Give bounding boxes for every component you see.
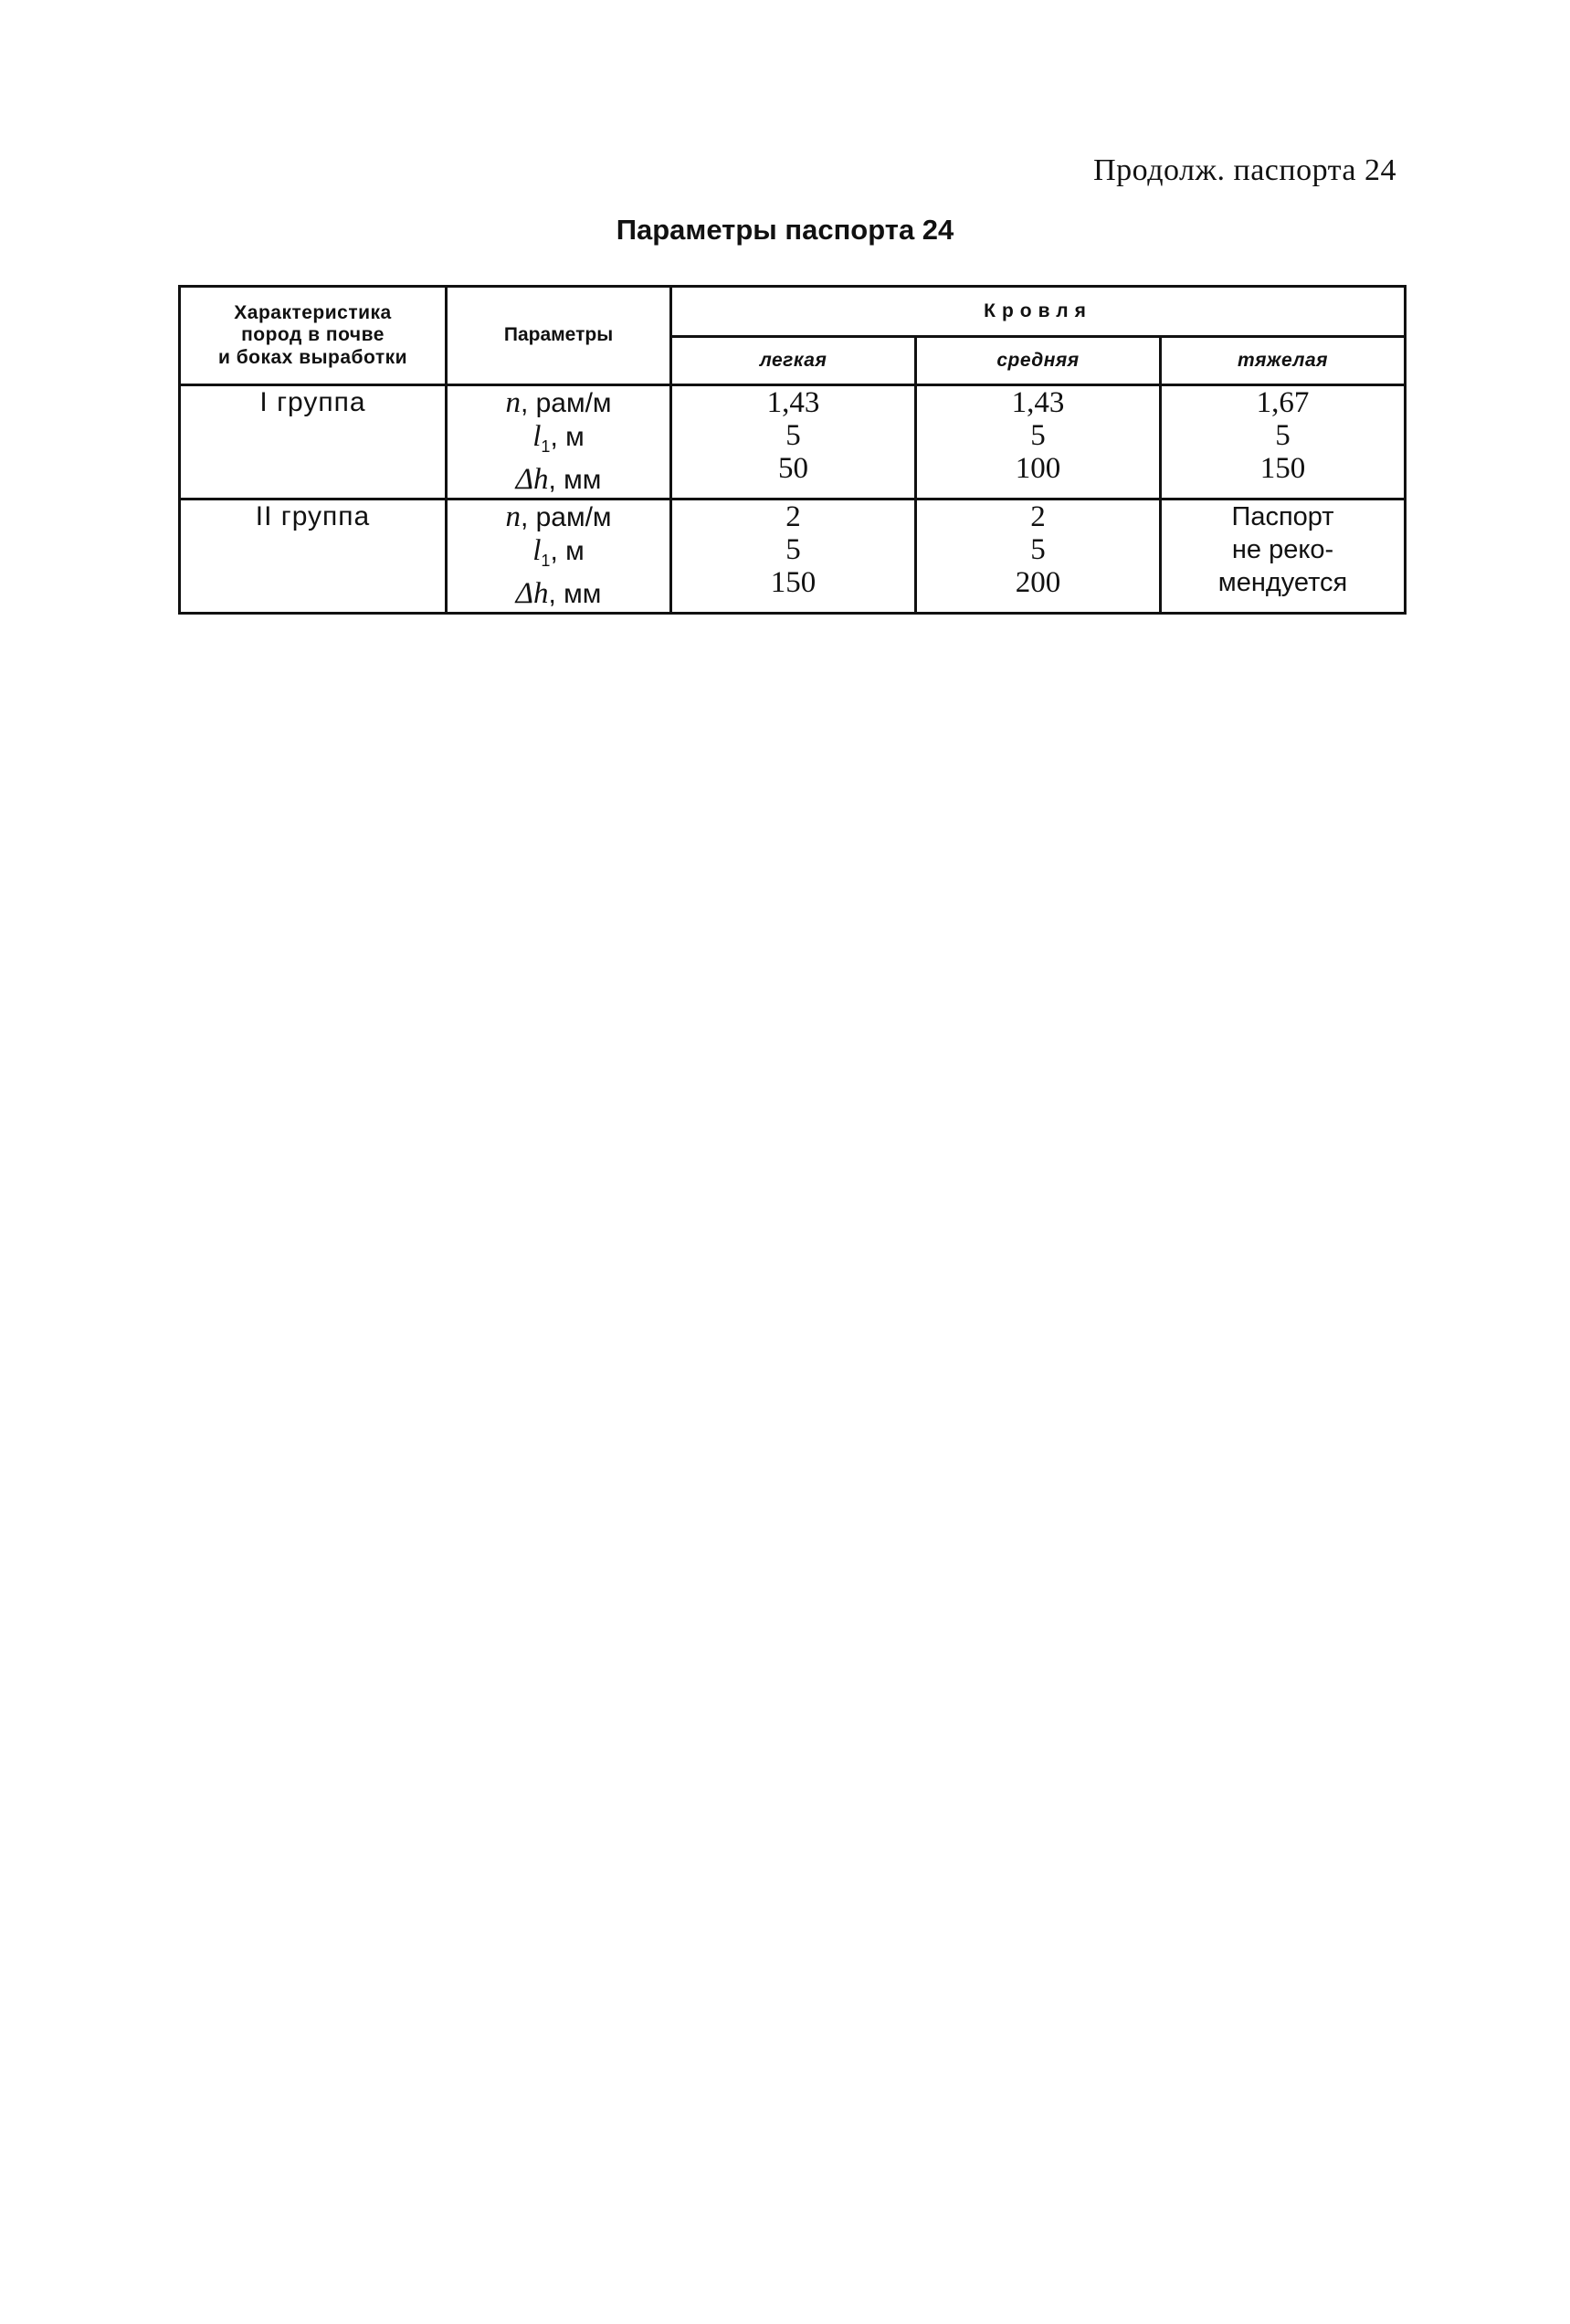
note-cell-heavy: Паспорт не реко- мендуется — [1161, 500, 1406, 614]
header-roof-medium: средняя — [916, 337, 1161, 385]
param-dh: Δh, мм — [515, 463, 602, 496]
value-cell-light: 1,43 5 50 — [671, 385, 916, 500]
params-cell — [447, 500, 671, 614]
group-cell: I группа — [180, 385, 447, 500]
param-n: n, рам/м — [505, 386, 612, 419]
table-title: Параметры паспорта 24 — [616, 214, 954, 246]
header-roof-heavy: тяжелая — [1161, 337, 1406, 385]
value-cell-medium: 1,43 5 100 — [916, 385, 1161, 500]
value-cell-heavy: 1,67 5 150 — [1161, 385, 1406, 500]
header-roof-light: легкая — [671, 337, 916, 385]
header-characteristic-line: пород в почве — [241, 324, 385, 346]
header-roof: Кровля — [671, 287, 1406, 337]
header-parameters: Параметры — [447, 287, 671, 385]
table-row — [180, 385, 1406, 500]
passport-table — [178, 285, 1407, 615]
param-l1: $l_1$, м — [532, 534, 585, 570]
param-n: n, рам/м — [505, 500, 612, 533]
header-characteristic-line: Характеристика — [234, 302, 392, 324]
param-dh: Δh, мм — [515, 577, 602, 610]
value-cell-light: 2 5 150 — [671, 500, 916, 614]
header-row-1 — [180, 287, 1406, 337]
group-cell: II группа — [180, 500, 447, 614]
param-l1: $l_1$, м — [532, 420, 585, 456]
header-characteristic — [180, 287, 447, 385]
header-characteristic-line: и боках выработки — [217, 346, 408, 368]
value-cell-medium: 2 5 200 — [916, 500, 1161, 614]
table-row — [180, 500, 1406, 614]
running-head: Продолж. паспорта 24 — [1093, 153, 1396, 187]
params-cell — [447, 385, 671, 500]
